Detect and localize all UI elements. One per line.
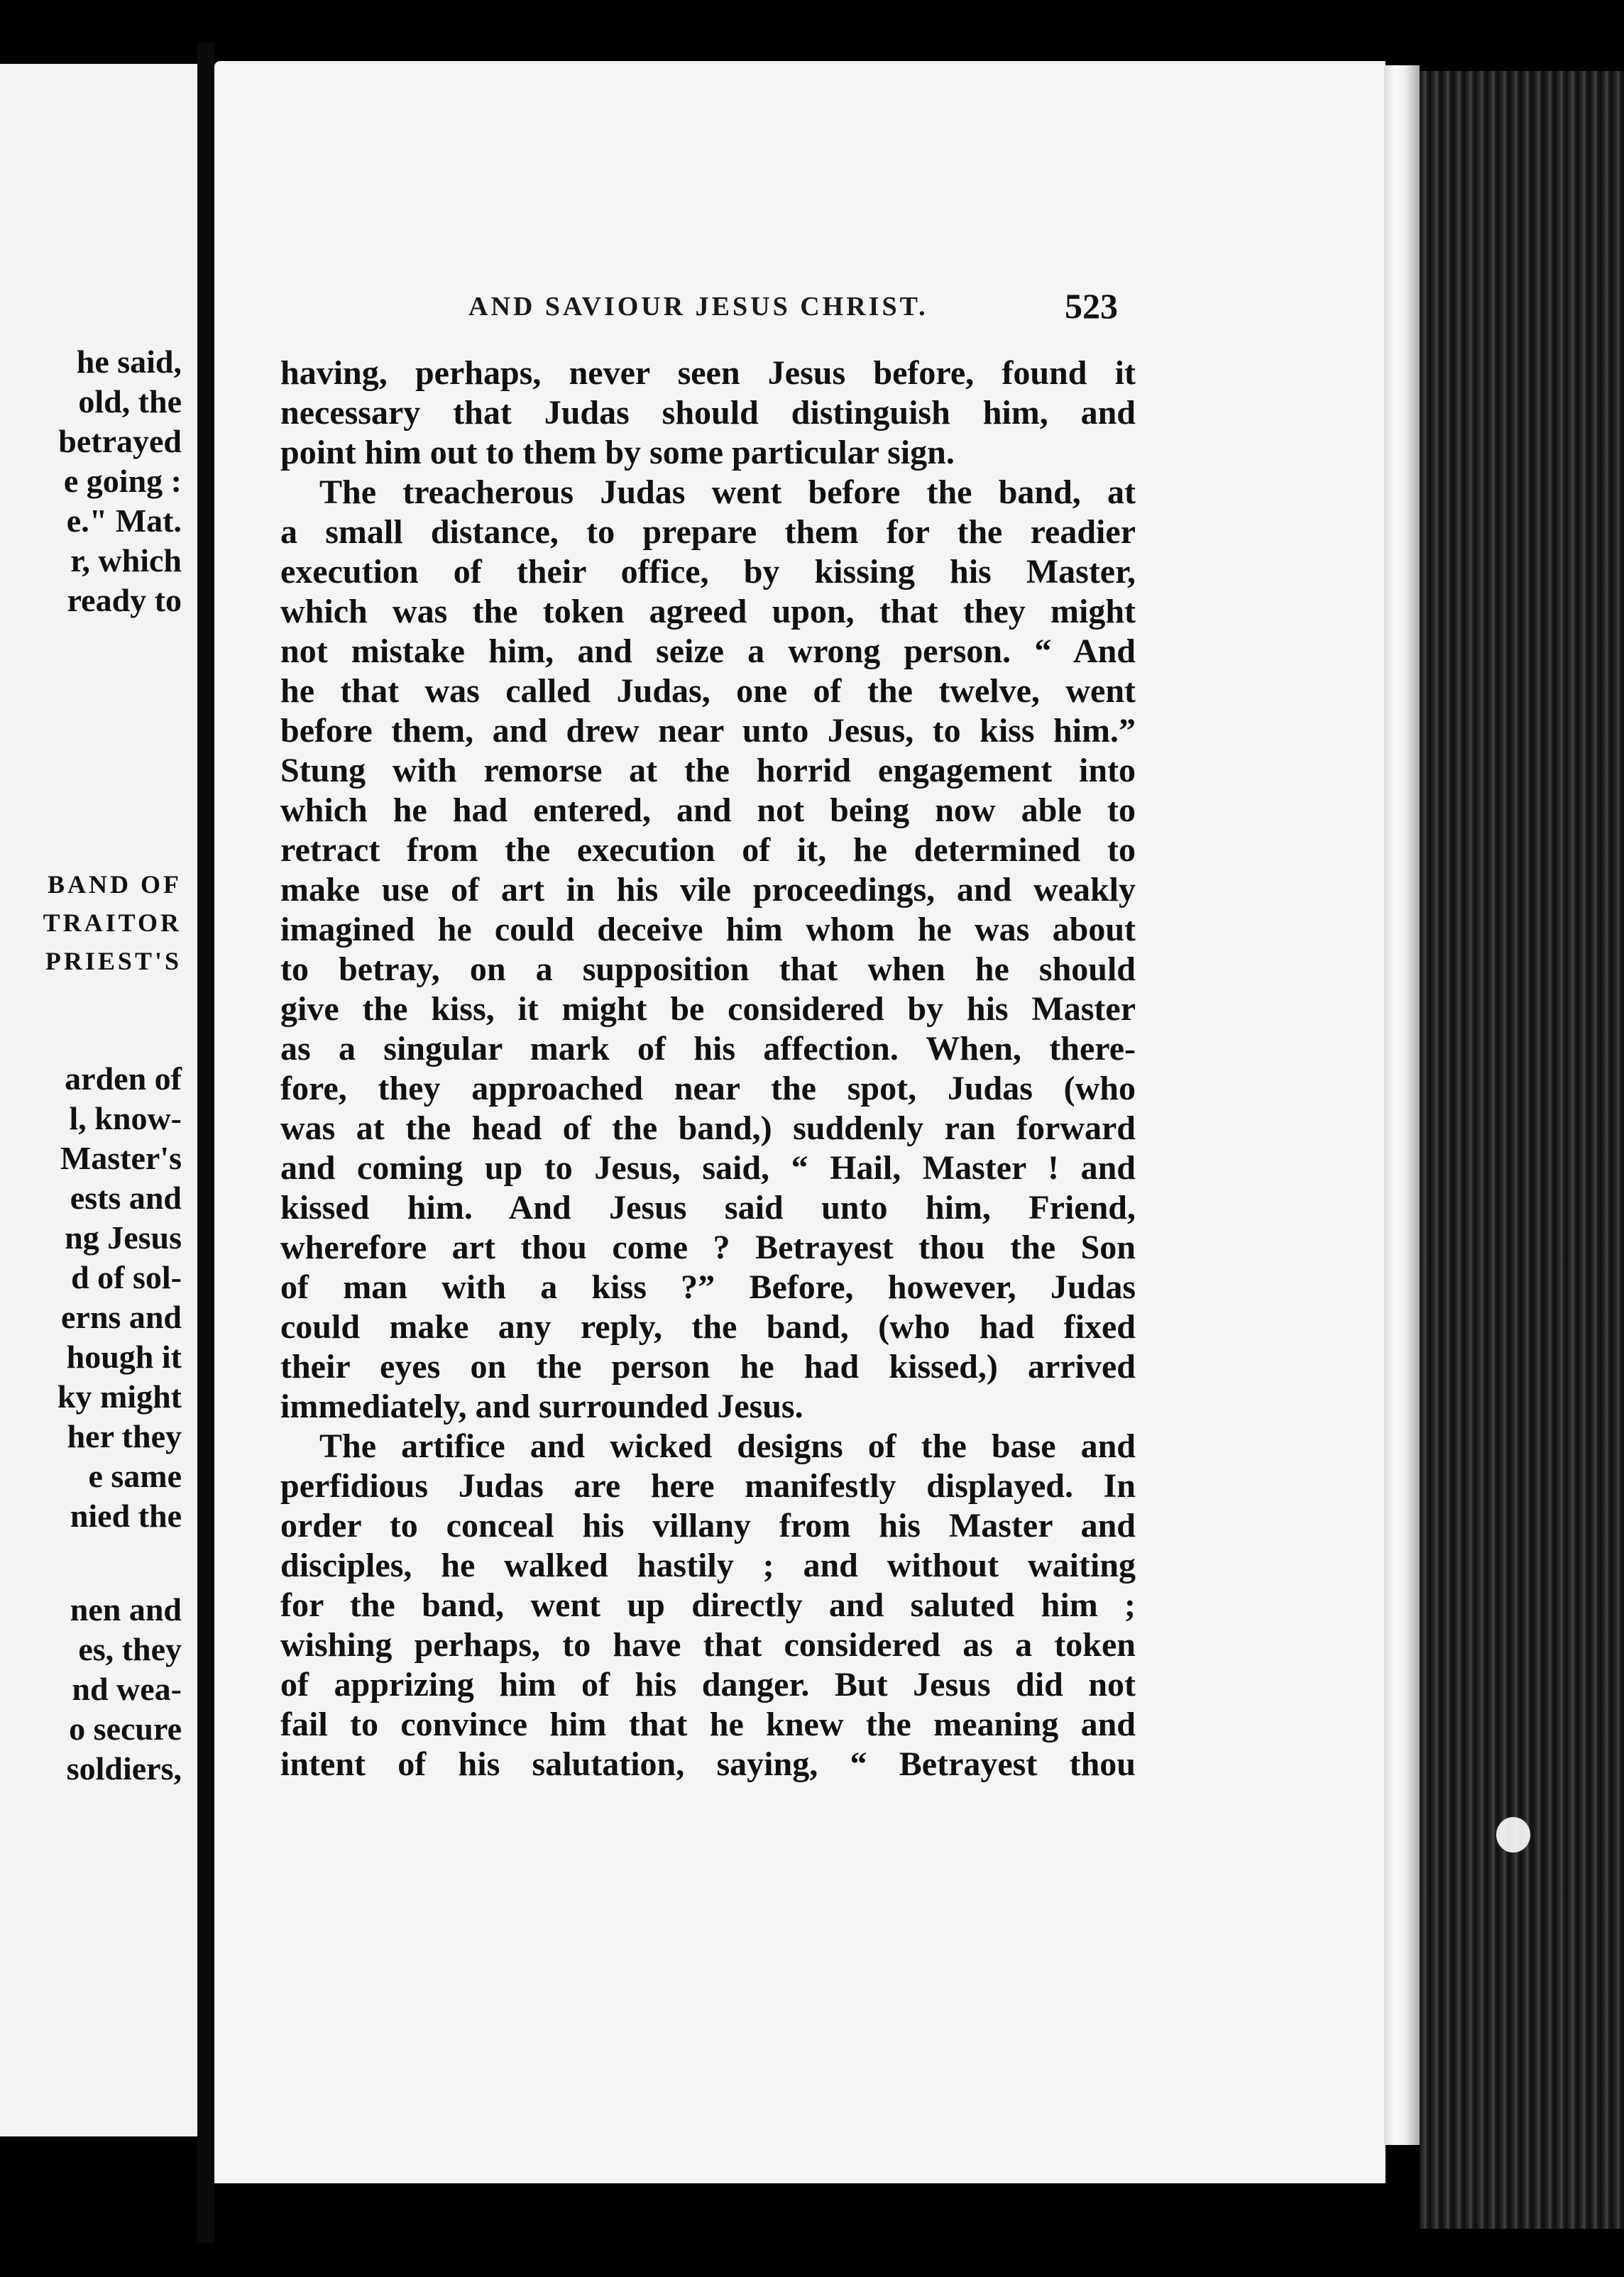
left-page-line: nied the	[70, 1498, 182, 1534]
page-number: 523	[1065, 286, 1118, 326]
left-page-line: ng Jesus	[65, 1219, 182, 1256]
left-page-line: betrayed	[58, 423, 182, 459]
text-line: make use of art in his vile proceedings, and weakly	[280, 871, 1136, 909]
text-line: order to conceal his villany from his Master and	[280, 1507, 1136, 1544]
text-line: which he had entered, and not being now able to	[280, 791, 1136, 829]
body-text	[280, 353, 1136, 1784]
left-page-line: nen and	[70, 1591, 182, 1628]
left-page-line: ky might	[57, 1378, 182, 1415]
book-fore-edge	[1420, 71, 1624, 2229]
left-page-line: ready to	[67, 582, 182, 618]
text-line: which was the token agreed upon, that they might	[280, 593, 1136, 630]
left-page-line: he said,	[76, 344, 182, 380]
left-page-heading-line: TRAITOR	[43, 909, 182, 937]
text-line: before them, and drew near unto Jesus, to kiss him.”	[280, 712, 1136, 750]
text-line: and coming up to Jesus, said, “ Hail, Master ! and	[280, 1149, 1136, 1187]
text-line: was at the head of the band,) suddenly ran forward	[280, 1109, 1136, 1147]
text-line: he that was called Judas, one of the twelve, went	[280, 672, 1136, 710]
left-page-line: ests and	[70, 1180, 182, 1216]
left-page-line: l, know-	[69, 1100, 182, 1136]
text-line: point him out to them by some particular sign.	[280, 434, 955, 471]
text-line: as a singular mark of his affection. When, there-	[280, 1030, 1136, 1068]
text-line: fail to convince him that he knew the meaning and	[280, 1706, 1136, 1743]
text-line: could make any reply, the band, (who had fixed	[280, 1308, 1136, 1346]
text-line: immediately, and surrounded Jesus.	[280, 1388, 803, 1425]
page-stack-edge	[1384, 65, 1420, 2145]
text-line: disciples, he walked hastily ; and without waiting	[280, 1547, 1136, 1584]
left-page-line: e going :	[63, 463, 182, 499]
text-line: kissed him. And Jesus said unto him, Friend,	[280, 1189, 1136, 1227]
paper-damage-spot	[1496, 1817, 1530, 1853]
text-line: perfidious Judas are here manifestly displayed. In	[280, 1467, 1136, 1505]
running-head: AND SAVIOUR JESUS CHRIST.	[468, 292, 928, 322]
text-line: having, perhaps, never seen Jesus before, found it	[280, 354, 1136, 392]
text-line: not mistake him, and seize a wrong person. “ And	[280, 632, 1136, 670]
left-page-line: d of sol-	[71, 1259, 182, 1295]
text-line: retract from the execution of it, he determined to	[280, 831, 1136, 869]
text-line: The artifice and wicked designs of the base and	[319, 1427, 1136, 1465]
left-page-line: Master's	[60, 1140, 182, 1176]
left-page-line: nd wea-	[72, 1671, 182, 1707]
text-line: to betray, on a supposition that when he should	[280, 950, 1136, 988]
left-page-line: r, which	[70, 542, 182, 578]
left-page-heading-line: PRIEST'S	[45, 947, 182, 975]
left-page-line: e same	[88, 1458, 182, 1494]
text-line: wherefore art thou come ? Betrayest thou the Son	[280, 1229, 1136, 1266]
left-page-line: erns and	[61, 1299, 182, 1335]
left-page-fragment	[0, 64, 197, 2136]
left-page-line: her they	[67, 1418, 182, 1454]
left-page-line: o secure	[69, 1711, 182, 1747]
text-line: Stung with remorse at the horrid engagement into	[280, 752, 1136, 789]
text-line: their eyes on the person he had kissed,) arrived	[280, 1348, 1136, 1386]
text-line: of man with a kiss ?” Before, however, Judas	[280, 1268, 1136, 1306]
text-line: for the band, went up directly and saluted him ;	[280, 1586, 1136, 1624]
left-page-line: soldiers,	[66, 1750, 182, 1787]
left-page-line: es, they	[78, 1631, 182, 1667]
left-page-line: arden of	[65, 1060, 182, 1097]
text-line: of apprizing him of his danger. But Jesus did not	[280, 1666, 1136, 1703]
text-line: execution of their office, by kissing his Master,	[280, 553, 1136, 591]
left-page-heading-line: BAND OF	[48, 870, 182, 899]
text-line: intent of his salutation, saying, “ Betrayest thou	[280, 1745, 1136, 1783]
left-page-line: e." Mat.	[66, 503, 182, 539]
text-line: fore, they approached near the spot, Judas (who	[280, 1070, 1136, 1107]
text-line: wishing perhaps, to have that considered as a token	[280, 1626, 1136, 1664]
text-line: imagined he could deceive him whom he was about	[280, 911, 1136, 948]
text-line: The treacherous Judas went before the band, at	[319, 473, 1136, 511]
text-line: a small distance, to prepare them for the readier	[280, 513, 1136, 551]
left-page-line: old, the	[78, 383, 182, 419]
text-line: necessary that Judas should distinguish him, and	[280, 394, 1136, 432]
text-line: give the kiss, it might be considered by his Master	[280, 990, 1136, 1028]
left-page-line: hough it	[66, 1339, 182, 1375]
book-gutter	[197, 43, 214, 2243]
